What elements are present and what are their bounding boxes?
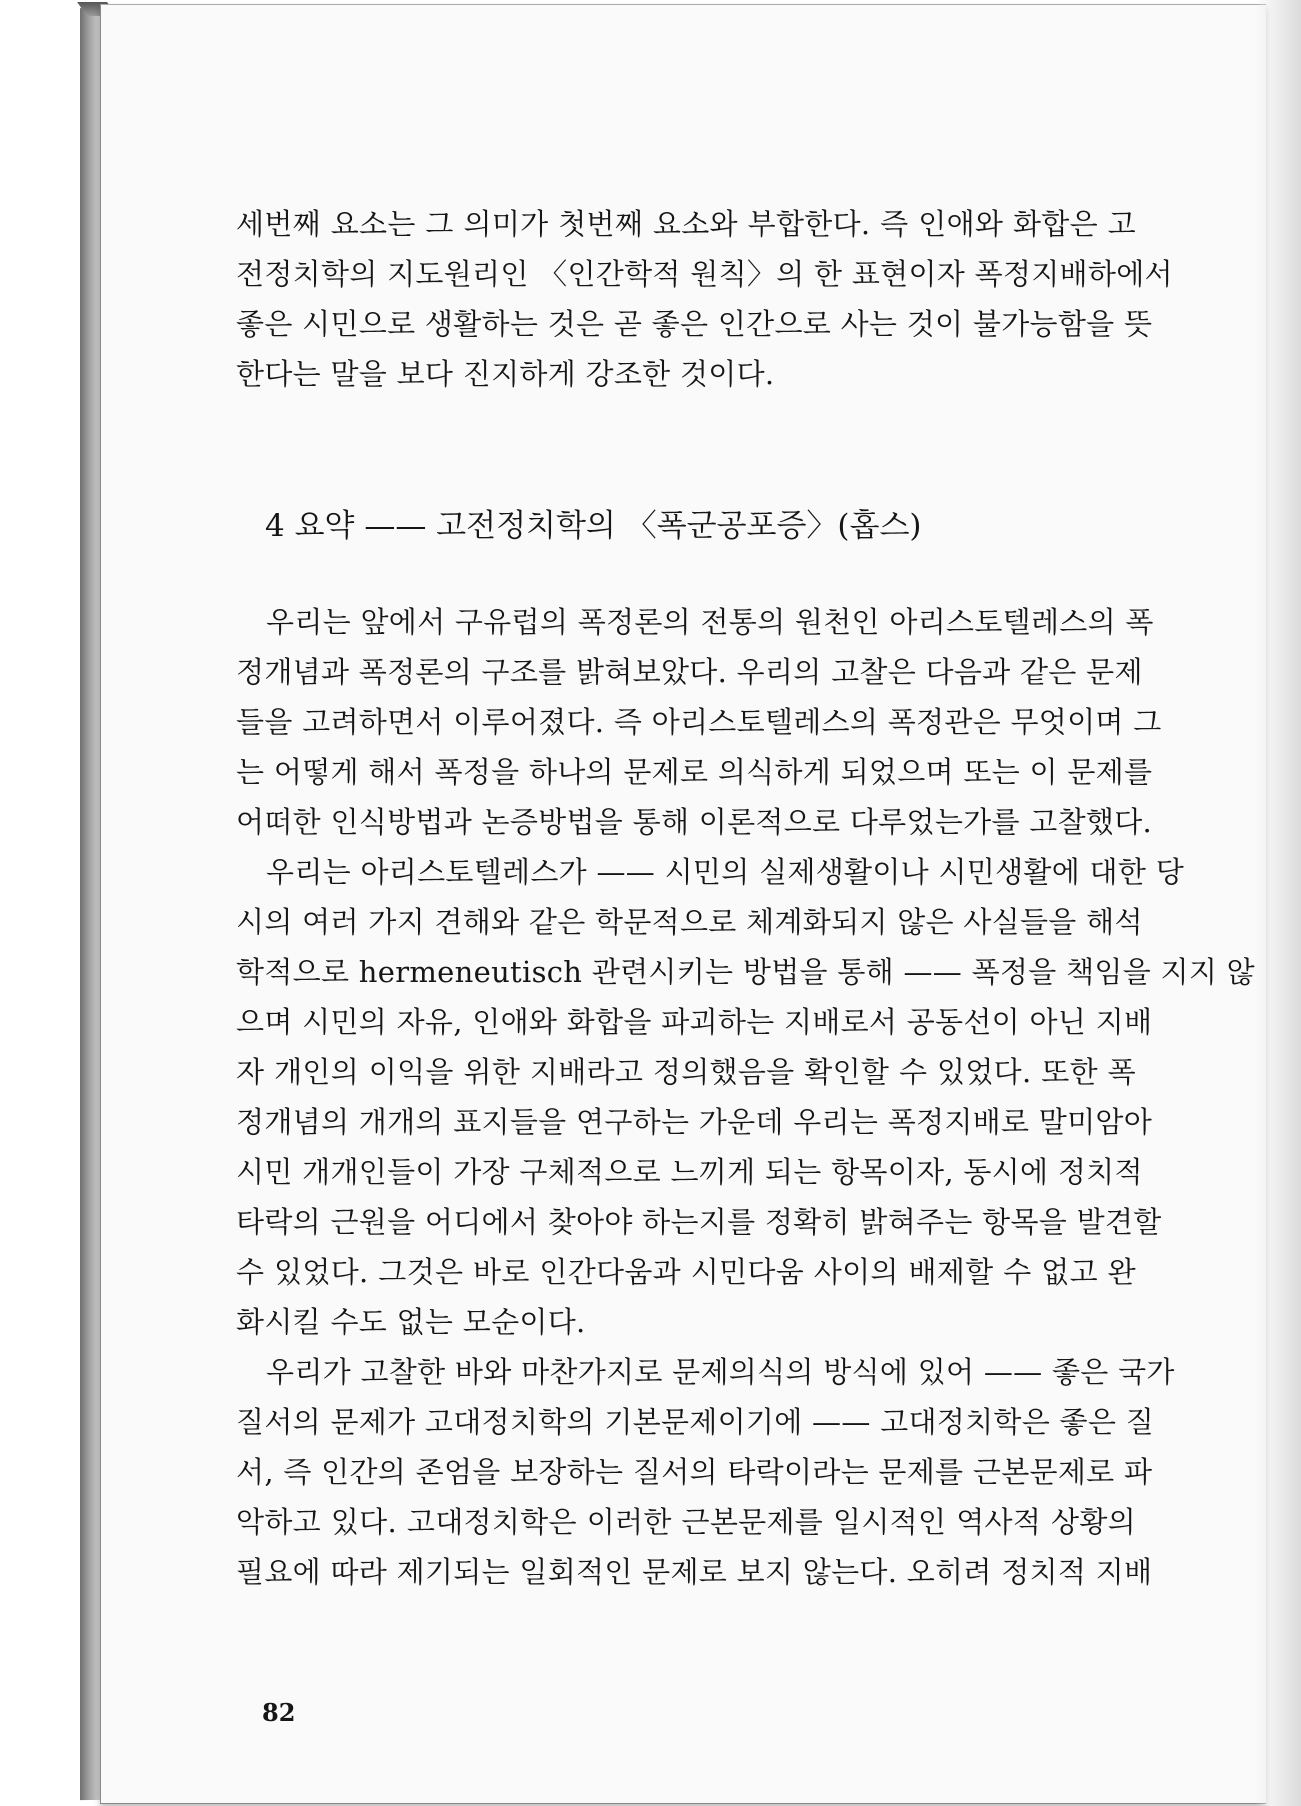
text-line: 는 어떻게 해서 폭정을 하나의 문제로 의식하게 되었으며 또는 이 문제를	[236, 755, 1153, 789]
text-line: 우리는 아리스토텔레스가 —— 시민의 실제생활이나 시민생활에 대한 당	[266, 855, 1185, 889]
text-line: 학적으로 hermeneutisch 관련시키는 방법을 통해 —— 폭정을 책임을 지지 않	[236, 955, 1255, 989]
text-line: 전정치학의 지도원리인 〈인간학적 원칙〉의 한 표현이자 폭정지배하에서	[236, 257, 1173, 291]
text-line: 좋은 시민으로 생활하는 것은 곧 좋은 인간으로 사는 것이 불가능함을 뜻	[236, 307, 1153, 341]
text-line: 수 있었다. 그것은 바로 인간다움과 시민다움 사이의 배제할 수 없고 완	[236, 1255, 1136, 1289]
book-spine-edge	[80, 8, 102, 1800]
text-line: 화시킬 수도 없는 모순이다.	[236, 1305, 586, 1339]
text-line: 서, 즉 인간의 존엄을 보장하는 질서의 타락이라는 문제를 근본문제로 파	[236, 1455, 1153, 1489]
paragraph-3	[236, 847, 1255, 1347]
paragraph-4	[236, 1347, 1175, 1597]
text-line: 으며 시민의 자유, 인애와 화합을 파괴하는 지배로서 공동선이 아닌 지배	[236, 1005, 1153, 1039]
text-line: 자 개인의 이익을 위한 지배라고 정의했음을 확인할 수 있었다. 또한 폭	[236, 1055, 1136, 1089]
text-line: 질서의 문제가 고대정치학의 기본문제이기에 —— 고대정치학은 좋은 질	[236, 1405, 1155, 1439]
paragraph-1	[236, 199, 1173, 399]
text-line: 필요에 따라 제기되는 일회적인 문제로 보지 않는다. 오히려 정치적 지배	[236, 1555, 1153, 1589]
text-line: 우리는 앞에서 구유럽의 폭정론의 전통의 원천인 아리스토텔레스의 폭	[266, 605, 1154, 639]
text-line: 우리가 고찰한 바와 마찬가지로 문제의식의 방식에 있어 —— 좋은 국가	[266, 1355, 1175, 1389]
text-line: 정개념과 폭정론의 구조를 밝혀보았다. 우리의 고찰은 다음과 같은 문제	[236, 655, 1143, 689]
section-heading: 4 요약 —— 고전정치학의 〈폭군공포증〉(홉스)	[265, 508, 922, 544]
text-line: 들을 고려하면서 이루어졌다. 즉 아리스토텔레스의 폭정관은 무엇이며 그	[236, 705, 1162, 739]
text-line: 시민 개개인들이 가장 구체적으로 느끼게 되는 항목이자, 동시에 정치적	[236, 1155, 1143, 1189]
text-line: 한다는 말을 보다 진지하게 강조한 것이다.	[236, 357, 775, 391]
text-line: 악하고 있다. 고대정치학은 이러한 근본문제를 일시적인 역사적 상황의	[236, 1505, 1136, 1539]
text-line: 정개념의 개개의 표지들을 연구하는 가운데 우리는 폭정지배로 말미암아	[236, 1105, 1153, 1139]
page-number: 82	[262, 1698, 296, 1727]
page-shadow	[1255, 0, 1301, 1806]
text-line: 타락의 근원을 어디에서 찾아야 하는지를 정확히 밝혀주는 항목을 발견할	[236, 1205, 1162, 1239]
paragraph-2	[236, 597, 1162, 847]
text-line: 시의 여러 가지 견해와 같은 학문적으로 체계화되지 않은 사실들을 해석	[236, 905, 1143, 939]
text-line: 세번째 요소는 그 의미가 첫번째 요소와 부합한다. 즉 인애와 화합은 고	[236, 207, 1136, 241]
text-line: 어떠한 인식방법과 논증방법을 통해 이론적으로 다루었는가를 고찰했다.	[236, 805, 1153, 839]
